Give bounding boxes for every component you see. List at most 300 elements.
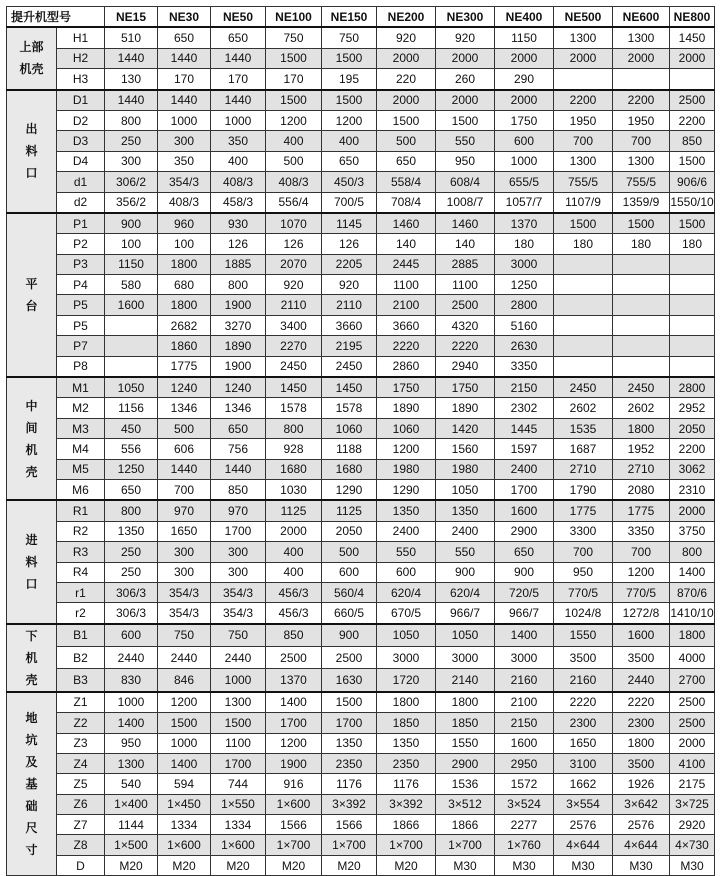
dimension-value: 1700 bbox=[322, 713, 377, 733]
dimension-value: 1400 bbox=[495, 624, 554, 647]
dimension-value: 2050 bbox=[670, 418, 715, 438]
dimension-value: 930 bbox=[211, 213, 266, 234]
dimension-value: 2110 bbox=[322, 295, 377, 315]
dimension-value: 1572 bbox=[495, 774, 554, 794]
table-row bbox=[7, 418, 715, 438]
dimension-value: 2920 bbox=[670, 815, 715, 835]
group-label-char: 及 bbox=[25, 754, 38, 769]
group-label-char: 料 bbox=[25, 555, 38, 570]
dimension-value: 3270 bbox=[211, 315, 266, 335]
dimension-value: 2000 bbox=[554, 48, 613, 68]
dimension-value: 1290 bbox=[377, 479, 436, 500]
dimension-code: M3 bbox=[57, 418, 105, 438]
dimension-value bbox=[613, 275, 670, 295]
dimension-value: 140 bbox=[377, 234, 436, 254]
dimension-value: 1144 bbox=[105, 815, 158, 835]
dimension-value: 2150 bbox=[495, 377, 554, 398]
dimension-code: Z4 bbox=[57, 753, 105, 773]
dimension-value: 900 bbox=[105, 213, 158, 234]
dimension-value bbox=[105, 315, 158, 335]
dimension-value: 1450 bbox=[670, 27, 715, 48]
dimension-value: 2350 bbox=[377, 753, 436, 773]
dimension-value: 400 bbox=[266, 562, 322, 582]
dimension-value: 1500 bbox=[158, 713, 211, 733]
dimension-value: 170 bbox=[266, 69, 322, 90]
model-header: NE600 bbox=[613, 7, 670, 28]
dimension-value: 250 bbox=[105, 131, 158, 151]
dimension-value: 2450 bbox=[322, 356, 377, 377]
dimension-value: 920 bbox=[377, 27, 436, 48]
dimension-code: D4 bbox=[57, 151, 105, 171]
model-header: NE30 bbox=[158, 7, 211, 28]
dimension-value: 1720 bbox=[377, 669, 436, 692]
dimension-value: 3×392 bbox=[377, 794, 436, 814]
dimension-value: 2160 bbox=[495, 669, 554, 692]
dimension-value: M20 bbox=[322, 855, 377, 875]
dimension-code: D1 bbox=[57, 90, 105, 111]
dimension-value: 1600 bbox=[495, 500, 554, 521]
dimension-value: 2500 bbox=[670, 692, 715, 713]
dimension-value: 1500 bbox=[266, 90, 322, 111]
dimension-value: 250 bbox=[105, 562, 158, 582]
dimension-value: 2800 bbox=[495, 295, 554, 315]
dimension-value: 300 bbox=[158, 562, 211, 582]
dimension-value: 1000 bbox=[211, 669, 266, 692]
dimension-value: 1750 bbox=[377, 377, 436, 398]
dimension-value: 1350 bbox=[436, 500, 495, 521]
dimension-value: 700 bbox=[613, 131, 670, 151]
dimension-value: 1100 bbox=[436, 275, 495, 295]
dimension-value: 1700 bbox=[211, 753, 266, 773]
dimension-value: 608/4 bbox=[436, 172, 495, 192]
dimension-code: Z5 bbox=[57, 774, 105, 794]
dimension-value: 600 bbox=[495, 131, 554, 151]
dimension-value: 700/5 bbox=[322, 192, 377, 213]
dimension-value: 1290 bbox=[322, 479, 377, 500]
dimension-value: 1500 bbox=[322, 90, 377, 111]
table-row bbox=[7, 542, 715, 562]
dimension-code: Z6 bbox=[57, 794, 105, 814]
dimension-value: 2885 bbox=[436, 254, 495, 274]
dimension-code: D2 bbox=[57, 110, 105, 130]
dimension-value: 720/5 bbox=[495, 582, 554, 602]
table-row bbox=[7, 835, 715, 855]
dimension-value: 1900 bbox=[266, 753, 322, 773]
dimension-value: 1790 bbox=[554, 479, 613, 500]
dimension-value bbox=[105, 336, 158, 356]
dimension-code: M2 bbox=[57, 398, 105, 418]
dimension-value: 456/3 bbox=[266, 582, 322, 602]
dimension-value: 650 bbox=[105, 479, 158, 500]
dimension-value: 1800 bbox=[613, 733, 670, 753]
dimension-value: 2050 bbox=[322, 521, 377, 541]
dimension-value: 3000 bbox=[495, 647, 554, 669]
model-header: NE50 bbox=[211, 7, 266, 28]
table-group bbox=[7, 624, 715, 692]
group-label-char: 机壳 bbox=[19, 62, 44, 77]
dimension-value: 600 bbox=[322, 562, 377, 582]
group-label-char: 尺 bbox=[25, 820, 38, 835]
dimension-code: P2 bbox=[57, 234, 105, 254]
dimension-value: 1200 bbox=[266, 110, 322, 130]
header-row bbox=[7, 7, 715, 28]
table-row bbox=[7, 624, 715, 647]
dimension-value: 900 bbox=[436, 562, 495, 582]
dimension-value: 755/5 bbox=[554, 172, 613, 192]
dimension-value: 2440 bbox=[613, 669, 670, 692]
group-label-char: 口 bbox=[25, 577, 38, 592]
table-row bbox=[7, 90, 715, 111]
dimension-value: 1445 bbox=[495, 418, 554, 438]
dimension-value: 3350 bbox=[613, 521, 670, 541]
dimension-value: 1300 bbox=[211, 692, 266, 713]
dimension-value: 2100 bbox=[377, 295, 436, 315]
group-label-char: 壳 bbox=[25, 464, 38, 479]
dimension-value: 556 bbox=[105, 439, 158, 459]
dimension-value: 744 bbox=[211, 774, 266, 794]
dimension-value: 556/4 bbox=[266, 192, 322, 213]
group-label bbox=[7, 500, 57, 623]
model-header: NE15 bbox=[105, 7, 158, 28]
dimension-value: 660/5 bbox=[322, 603, 377, 624]
dimension-value: 1150 bbox=[495, 27, 554, 48]
dimension-value: 540 bbox=[105, 774, 158, 794]
dimension-value bbox=[670, 295, 715, 315]
dimension-value: 800 bbox=[670, 542, 715, 562]
table-row bbox=[7, 794, 715, 814]
dimension-code: R3 bbox=[57, 542, 105, 562]
dimension-value: 2400 bbox=[377, 521, 436, 541]
dimension-value: 1300 bbox=[554, 151, 613, 171]
dimension-value: 1500 bbox=[554, 213, 613, 234]
dimension-value: 1440 bbox=[158, 90, 211, 111]
dimension-value: 3×392 bbox=[322, 794, 377, 814]
dimension-value: 2900 bbox=[495, 521, 554, 541]
dimension-value: 1800 bbox=[436, 692, 495, 713]
dimension-value: 594 bbox=[158, 774, 211, 794]
dimension-value: 290 bbox=[495, 69, 554, 90]
dimension-value: 1400 bbox=[266, 692, 322, 713]
dimension-value: 306/3 bbox=[105, 582, 158, 602]
dimension-value: 1000 bbox=[158, 110, 211, 130]
dimension-value: 1346 bbox=[158, 398, 211, 418]
dimension-value: 500 bbox=[377, 131, 436, 151]
dimension-value: 1×600 bbox=[211, 835, 266, 855]
dimension-value: 750 bbox=[158, 624, 211, 647]
group-label-char: 寸 bbox=[25, 842, 38, 857]
dimension-value bbox=[554, 356, 613, 377]
dimension-value: 1050 bbox=[436, 479, 495, 500]
dimension-value: 180 bbox=[670, 234, 715, 254]
dimension-code: P8 bbox=[57, 356, 105, 377]
dimension-value: 2576 bbox=[613, 815, 670, 835]
dimension-value: 1460 bbox=[436, 213, 495, 234]
table-row bbox=[7, 192, 715, 213]
table-row bbox=[7, 48, 715, 68]
dimension-value: 1×550 bbox=[211, 794, 266, 814]
dimension-value bbox=[670, 275, 715, 295]
dimension-value: 2710 bbox=[613, 459, 670, 479]
dimension-value: 1200 bbox=[158, 692, 211, 713]
table-row bbox=[7, 131, 715, 151]
dimension-value: 680 bbox=[158, 275, 211, 295]
dimension-value: 1060 bbox=[322, 418, 377, 438]
group-label-char: 平 bbox=[25, 276, 38, 291]
table-row bbox=[7, 647, 715, 669]
dimension-value: 1775 bbox=[554, 500, 613, 521]
dimension-value: 2302 bbox=[495, 398, 554, 418]
dimension-code: D3 bbox=[57, 131, 105, 151]
dimension-value: 100 bbox=[158, 234, 211, 254]
table-row bbox=[7, 234, 715, 254]
dimension-value: 2500 bbox=[670, 90, 715, 111]
table-row bbox=[7, 336, 715, 356]
group-label-char: 壳 bbox=[25, 672, 38, 687]
dimension-value: 3100 bbox=[554, 753, 613, 773]
table-row bbox=[7, 815, 715, 835]
dimension-value: 1866 bbox=[377, 815, 436, 835]
dimension-value: 1176 bbox=[377, 774, 436, 794]
group-label-char: 口 bbox=[25, 166, 38, 181]
group-label-char: 下 bbox=[25, 628, 38, 643]
dimension-value: 4320 bbox=[436, 315, 495, 335]
dimension-value: 1350 bbox=[105, 521, 158, 541]
dimension-value: 260 bbox=[436, 69, 495, 90]
dimension-code: P5 bbox=[57, 295, 105, 315]
table-row bbox=[7, 479, 715, 500]
dimension-value: 400 bbox=[211, 151, 266, 171]
dimension-value: 2576 bbox=[554, 815, 613, 835]
dimension-value: 1359/9 bbox=[613, 192, 670, 213]
dimension-value: 2000 bbox=[613, 48, 670, 68]
dimension-value: 2000 bbox=[377, 48, 436, 68]
table-row bbox=[7, 669, 715, 692]
dimension-value: 1030 bbox=[266, 479, 322, 500]
dimension-value: 2150 bbox=[495, 713, 554, 733]
dimension-value: 1536 bbox=[436, 774, 495, 794]
dimension-value: 1024/8 bbox=[554, 603, 613, 624]
elevator-dimension-table bbox=[6, 6, 715, 876]
dimension-value: 2310 bbox=[670, 479, 715, 500]
dimension-value: 1600 bbox=[105, 295, 158, 315]
dimension-value: 408/3 bbox=[211, 172, 266, 192]
dimension-value: 1×500 bbox=[105, 835, 158, 855]
model-label-header: 提升机型号 bbox=[7, 7, 105, 28]
dimension-value: 350 bbox=[158, 151, 211, 171]
table-group bbox=[7, 213, 715, 377]
dimension-value bbox=[554, 69, 613, 90]
dimension-value: 756 bbox=[211, 439, 266, 459]
dimension-value: 300 bbox=[158, 542, 211, 562]
dimension-value: 1578 bbox=[322, 398, 377, 418]
dimension-value: 1500 bbox=[211, 713, 266, 733]
dimension-code: B2 bbox=[57, 647, 105, 669]
dimension-value bbox=[670, 254, 715, 274]
table-row bbox=[7, 603, 715, 624]
dimension-value: 1550 bbox=[554, 624, 613, 647]
dimension-value: 1200 bbox=[613, 562, 670, 582]
dimension-value: 1775 bbox=[613, 500, 670, 521]
dimension-value: 408/3 bbox=[158, 192, 211, 213]
dimension-value: 500 bbox=[158, 418, 211, 438]
dimension-value: 550 bbox=[436, 542, 495, 562]
dimension-value: 1008/7 bbox=[436, 192, 495, 213]
table-row bbox=[7, 315, 715, 335]
group-label-char: 机 bbox=[25, 442, 38, 457]
dimension-value: 1900 bbox=[211, 295, 266, 315]
dimension-value: 3400 bbox=[266, 315, 322, 335]
dimension-value: 2630 bbox=[495, 336, 554, 356]
dimension-value: 700 bbox=[158, 479, 211, 500]
dimension-value: 2860 bbox=[377, 356, 436, 377]
group-label bbox=[7, 213, 57, 377]
table-group bbox=[7, 27, 715, 89]
dimension-value: 1000 bbox=[211, 110, 266, 130]
dimension-value: 1800 bbox=[158, 254, 211, 274]
dimension-code: H3 bbox=[57, 69, 105, 90]
dimension-value: 1350 bbox=[322, 733, 377, 753]
dimension-value: 1400 bbox=[158, 753, 211, 773]
table-row bbox=[7, 733, 715, 753]
dimension-value: 800 bbox=[266, 418, 322, 438]
dimension-value: 606 bbox=[158, 439, 211, 459]
dimension-value: 1×450 bbox=[158, 794, 211, 814]
dimension-value: 1125 bbox=[322, 500, 377, 521]
dimension-value: 2200 bbox=[670, 439, 715, 459]
dimension-value: 1450 bbox=[266, 377, 322, 398]
dimension-value: 550 bbox=[436, 131, 495, 151]
dimension-code: Z1 bbox=[57, 692, 105, 713]
dimension-value: 3000 bbox=[377, 647, 436, 669]
dimension-value bbox=[670, 356, 715, 377]
dimension-value: 950 bbox=[105, 733, 158, 753]
dimension-code: P1 bbox=[57, 213, 105, 234]
dimension-code: Z3 bbox=[57, 733, 105, 753]
dimension-value: 1346 bbox=[211, 398, 266, 418]
model-header: NE500 bbox=[554, 7, 613, 28]
dimension-value: 1200 bbox=[322, 110, 377, 130]
dimension-value: 1850 bbox=[377, 713, 436, 733]
dimension-value: 2400 bbox=[495, 459, 554, 479]
dimension-code: R1 bbox=[57, 500, 105, 521]
table-row bbox=[7, 855, 715, 875]
table-row bbox=[7, 110, 715, 130]
dimension-value: 1440 bbox=[158, 459, 211, 479]
dimension-value: 354/3 bbox=[211, 582, 266, 602]
dimension-value: 950 bbox=[436, 151, 495, 171]
dimension-value: 870/6 bbox=[670, 582, 715, 602]
dimension-code: B3 bbox=[57, 669, 105, 692]
dimension-value: 1334 bbox=[158, 815, 211, 835]
dimension-value: 1597 bbox=[495, 439, 554, 459]
dimension-value: 700 bbox=[554, 542, 613, 562]
dimension-value bbox=[105, 356, 158, 377]
dimension-value: 2000 bbox=[495, 48, 554, 68]
dimension-value: 966/7 bbox=[495, 603, 554, 624]
dimension-value: 400 bbox=[322, 131, 377, 151]
table-row bbox=[7, 356, 715, 377]
dimension-value: 1240 bbox=[211, 377, 266, 398]
group-label-char: 间 bbox=[25, 420, 38, 435]
dimension-code: H1 bbox=[57, 27, 105, 48]
dimension-value: 1176 bbox=[322, 774, 377, 794]
dimension-value: 1440 bbox=[211, 48, 266, 68]
dimension-value: M20 bbox=[211, 855, 266, 875]
dimension-value: 3×512 bbox=[436, 794, 495, 814]
table-row bbox=[7, 562, 715, 582]
table-row bbox=[7, 774, 715, 794]
dimension-value: 195 bbox=[322, 69, 377, 90]
dimension-value: 1866 bbox=[436, 815, 495, 835]
dimension-value: 830 bbox=[105, 669, 158, 692]
dimension-value: 1×600 bbox=[266, 794, 322, 814]
dimension-value: 620/4 bbox=[377, 582, 436, 602]
dimension-table-container bbox=[6, 6, 715, 876]
group-label bbox=[7, 377, 57, 500]
dimension-value: M30 bbox=[495, 855, 554, 875]
dimension-value: 2682 bbox=[158, 315, 211, 335]
dimension-value: 2700 bbox=[670, 669, 715, 692]
dimension-value: 1300 bbox=[105, 753, 158, 773]
table-group bbox=[7, 500, 715, 623]
table-row bbox=[7, 439, 715, 459]
dimension-value: 1700 bbox=[266, 713, 322, 733]
model-header: NE300 bbox=[436, 7, 495, 28]
dimension-code: M6 bbox=[57, 479, 105, 500]
group-label-char: 地 bbox=[25, 710, 38, 725]
dimension-value: 180 bbox=[495, 234, 554, 254]
table-row bbox=[7, 500, 715, 521]
dimension-value: 306/3 bbox=[105, 603, 158, 624]
dimension-value: 450/3 bbox=[322, 172, 377, 192]
group-label-char: 台 bbox=[25, 298, 38, 313]
dimension-value: 2440 bbox=[158, 647, 211, 669]
dimension-value: 1440 bbox=[105, 90, 158, 111]
dimension-value: 4000 bbox=[670, 647, 715, 669]
dimension-value: 1000 bbox=[105, 692, 158, 713]
dimension-value: 620/4 bbox=[436, 582, 495, 602]
dimension-value: 1750 bbox=[495, 110, 554, 130]
dimension-value: 1650 bbox=[554, 733, 613, 753]
dimension-value: 1950 bbox=[613, 110, 670, 130]
dimension-value bbox=[613, 69, 670, 90]
table-group bbox=[7, 377, 715, 500]
dimension-value: 2100 bbox=[495, 692, 554, 713]
dimension-value: M30 bbox=[670, 855, 715, 875]
dimension-value: 1550/10 bbox=[670, 192, 715, 213]
dimension-value: M20 bbox=[158, 855, 211, 875]
dimension-value: 1156 bbox=[105, 398, 158, 418]
model-header: NE200 bbox=[377, 7, 436, 28]
dimension-value: 3660 bbox=[377, 315, 436, 335]
dimension-value: 126 bbox=[322, 234, 377, 254]
dimension-value: 458/3 bbox=[211, 192, 266, 213]
dimension-value bbox=[613, 295, 670, 315]
dimension-value bbox=[554, 336, 613, 356]
dimension-value: 1100 bbox=[377, 275, 436, 295]
dimension-value: 600 bbox=[377, 562, 436, 582]
dimension-value: 2110 bbox=[266, 295, 322, 315]
table-group bbox=[7, 90, 715, 213]
dimension-code: P7 bbox=[57, 336, 105, 356]
dimension-value: 1680 bbox=[266, 459, 322, 479]
dimension-value: 1370 bbox=[495, 213, 554, 234]
model-header: NE100 bbox=[266, 7, 322, 28]
dimension-value: 2445 bbox=[377, 254, 436, 274]
dimension-value: 1890 bbox=[211, 336, 266, 356]
dimension-value: 1500 bbox=[613, 213, 670, 234]
dimension-value: 180 bbox=[554, 234, 613, 254]
